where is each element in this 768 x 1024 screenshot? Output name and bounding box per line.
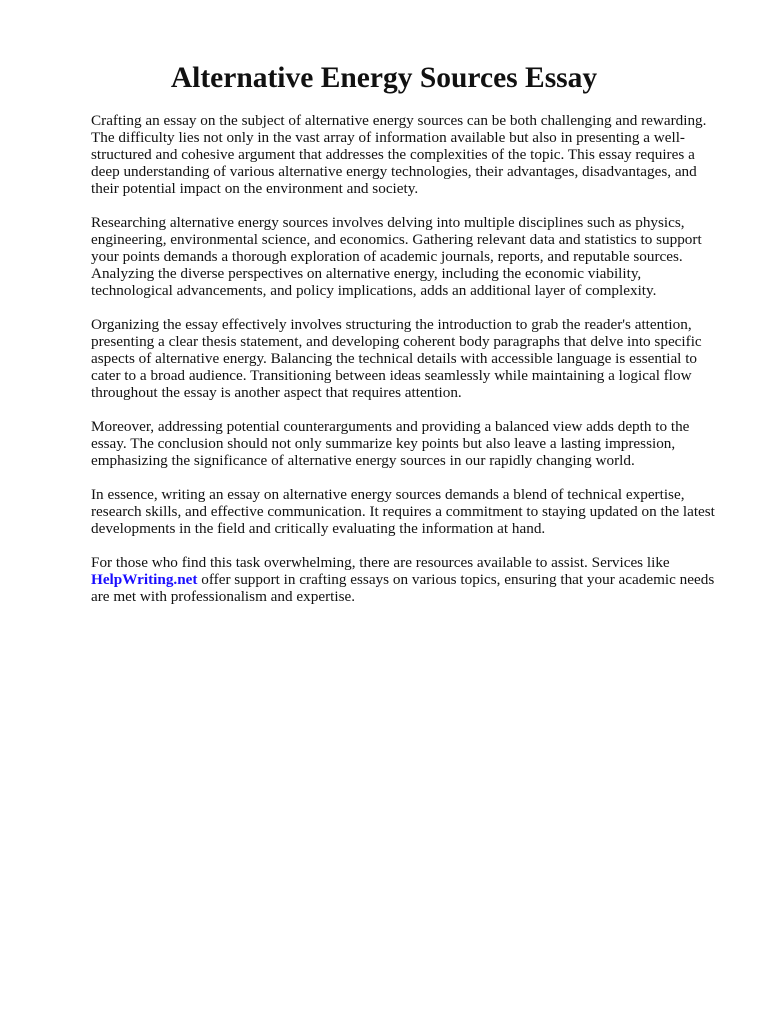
paragraph-2: Researching alternative energy sources involves delving into multiple disciplines such as physics, engineering, environmental science, and economics. Gathering relevant data and statistics to support your points demands a thorough exploration of academic journals, reports, and reputable sources. Analyzing the diverse perspectives on alternative energy, including the economic viability, technological advancements, and policy implications, adds an additional layer of complexity. xyxy=(91,214,702,299)
essay-body xyxy=(91,112,721,622)
helpwriting-link[interactable]: HelpWriting.net xyxy=(91,571,198,588)
page-title: Alternative Energy Sources Essay xyxy=(170,62,598,94)
paragraph-3: Organizing the essay effectively involves structuring the introduction to grab the reader's attention, presenting a clear thesis statement, and developing coherent body paragraphs that delve into specific aspects of alternative energy. Balancing the technical details with accessible language is essential to cater to a broad audience. Transitioning between ideas seamlessly while maintaining a logical flow throughout the essay is another aspect that requires attention. xyxy=(91,316,702,401)
paragraph-6-text-before-link: For those who find this task overwhelming, there are resources available to assist. Services like xyxy=(91,554,670,571)
paragraph-1: Crafting an essay on the subject of alternative energy sources can be both challenging and rewarding. The difficulty lies not only in the vast array of information available but also in presenting a well-structured and cohesive argument that addresses the complexities of the topic. This essay requires a deep understanding of various alternative energy technologies, their advantages, disadvantages, and their potential impact on the environment and society. xyxy=(91,112,707,197)
paragraph-4: Moreover, addressing potential counterarguments and providing a balanced view adds depth to the essay. The conclusion should not only summarize key points but also leave a lasting impression, emphasizing the significance of alternative energy sources in our rapidly changing world. xyxy=(91,418,690,469)
paragraph-6 xyxy=(91,554,721,605)
paragraph-5: In essence, writing an essay on alternative energy sources demands a blend of technical expertise, research skills, and effective communication. It requires a commitment to staying updated on the latest developments in the field and critically evaluating the information at hand. xyxy=(91,486,715,537)
paragraph-6-text-after-link: offer support in crafting essays on various topics, ensuring that your academic needs are met with professionalism and expertise. xyxy=(91,571,715,605)
